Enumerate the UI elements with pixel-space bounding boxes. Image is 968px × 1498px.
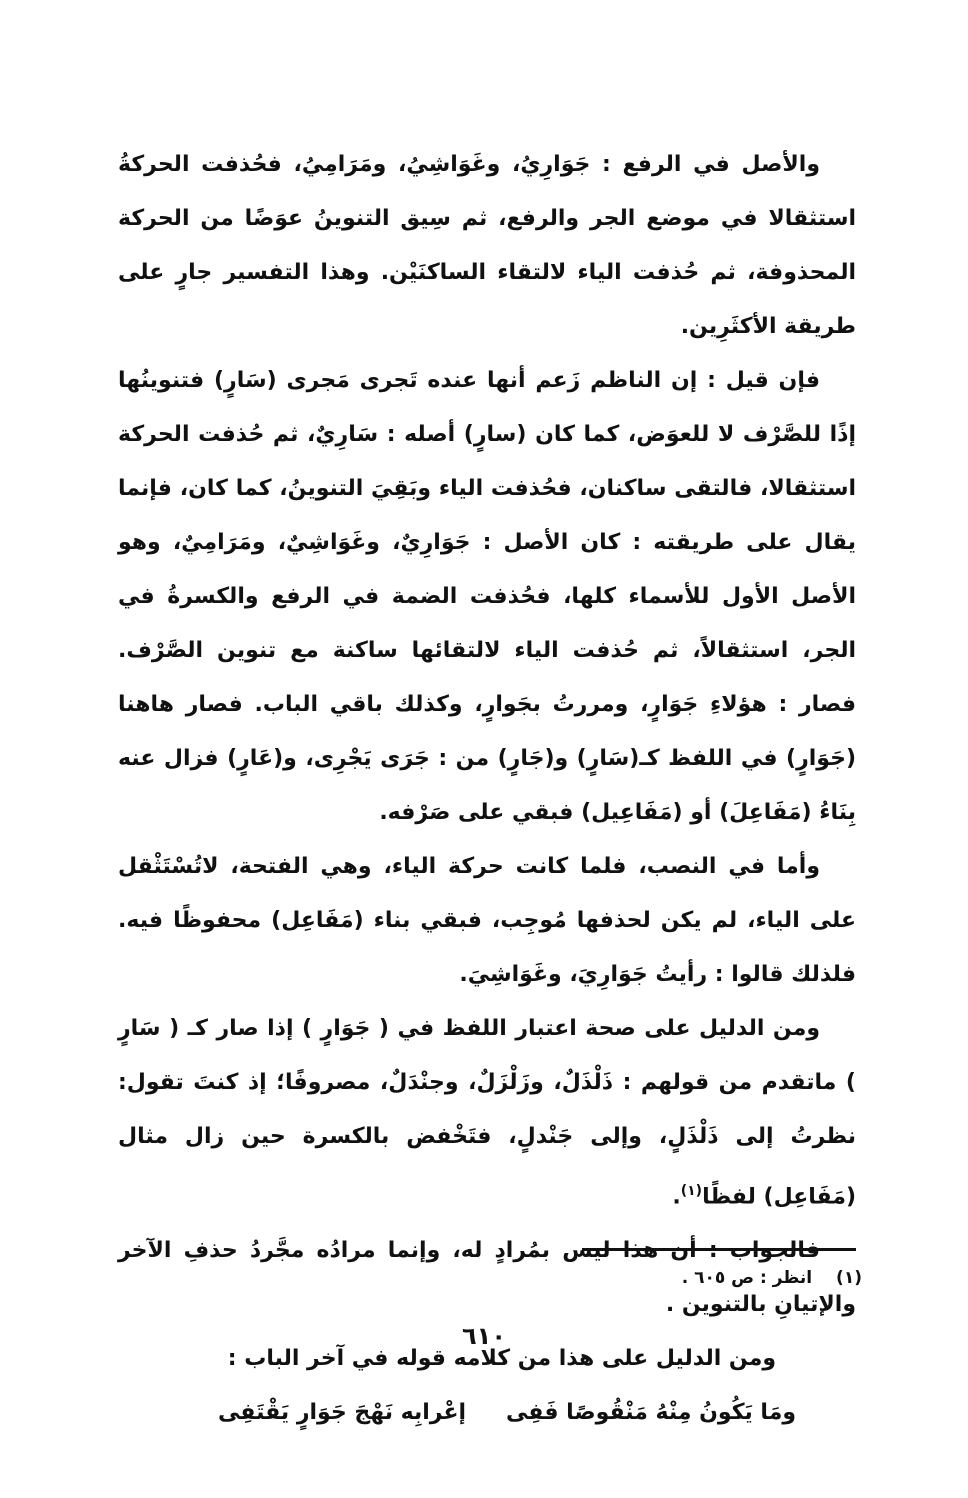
paragraph-2: فإن قيل : إن الناظم زَعم أنها عنده تَجرى مَجرى (سَارٍ) فتنوينُها إذًا للصَّرْف لا للعوَض، كما كان (سارٍ) أصله : سَارِيٌ، ثم حُذفت الحركة استثقالا، فالتقى ساكنان، فحُذفت الياء وبَقِيَ التنوينُ، كما كان، فإنما يقال على طريقته : كان الأصل : جَوَارِيٌ، وغَوَاشِيٌ، ومَرَامِيٌ، وهو الأصل الأول للأسماء كلها، فحُذفت الضمة في الرفع والكسرةُ في الجر، استثقالاً، ثم حُذفت الياء لالتقائها ساكنة مع تنوين الصَّرْف. فصار : هؤلاءِ جَوَارٍ، ومررتُ بجَوارٍ، وكذلك باقي الباب. فصار هاهنا (جَوَارٍ) في اللفظ كـ(سَارٍ) و(جَارٍ) من : جَرَى يَجْرِى، و(عَارٍ) فزال عنه بِنَاءُ (مَفَاعِلَ) أو (مَفَاعِيل) فبقي على صَرْفه.	[118, 368, 856, 825]
footnote-text: انظر : ص ٦٠٥ .	[681, 1268, 813, 1288]
footnote	[560, 1266, 862, 1290]
verse-first-hemistich: ومَا يَكُونُ مِنْهُ مَنْقُوصًا فَفِى	[505, 1400, 796, 1426]
paragraph-4-text: ومن الدليل على صحة اعتبار اللفظ في ( جَوَارٍ ) إذا صار كـ ( سَارٍ ) ماتقدم من قولهم : ذَلْذَلٌ، وزَلْزَلٌ، وجنْدَلٌ، مصروفًا؛ إذ كنتَ تقول: نظرتُ إلى ذَلْذَلٍ، وإلى جَنْدلٍ، فتَخْفض بالكسرة حين زال مثال (مَفَاعِل) لفظًا	[118, 1016, 856, 1210]
poetry-verse	[118, 1386, 856, 1440]
paragraph-1: والأصل في الرفع : جَوَارِيُ، وغَوَاشِيُ، ومَرَامِيُ، فحُذفت الحركةُ استثقالا في موضع الجر والرفع، ثم سِيق التنوينُ عوَضًا من الحركة المحذوفة، ثم حُذفت الياء لالتقاء الساكنَيْن. وهذا التفسير جارٍ على طريقة الأكثَرِين.	[118, 152, 856, 339]
paragraph-3: وأما في النصب، فلما كانت حركة الياء، وهي الفتحة، لاتُسْتَثْقل على الياء، لم يكن لحذفها مُوجِب، فبقي بناء (مَفَاعِل) محفوظًا فيه. فلذلك قالوا : رأيتُ جَوَارِيَ، وغَوَاشِيَ.	[118, 854, 856, 987]
main-text	[118, 138, 856, 1440]
footnote-divider	[582, 1248, 856, 1251]
verse-second-hemistich: إعْرابِه نَهْجَ جَوَارٍ يَقْتَفِى	[218, 1400, 467, 1426]
paragraph-4: ومن الدليل على صحة اعتبار اللفظ في ( جَوَارٍ ) إذا صار كـ ( سَارٍ ) ماتقدم من قولهم : ذَلْذَلٌ، وزَلْزَلٌ، وجنْدَلٌ، مصروفًا؛ إذ كنتَ تقول: نظرتُ إلى ذَلْذَلٍ، وإلى جَنْدلٍ، فتَخْفض بالكسرة حين زال مثال (مَفَاعِل) لفظًا$^{(١)}$.	[118, 1016, 856, 1210]
footnote-marker: (١)	[680, 1183, 703, 1199]
verse-intro: ومن الدليل على هذا من كلامه قوله في آخر الباب :	[227, 1346, 776, 1372]
page-number: ٦١٠	[462, 1322, 506, 1350]
paragraph-5: فالجواب : أن هذا ليس بمُرادٍ له، وإنما مرادُه مجَّردُ حذفِ الآخر والإتيانِ بالتنوين .	[118, 1238, 856, 1318]
footnote-number: (١)	[836, 1268, 862, 1288]
